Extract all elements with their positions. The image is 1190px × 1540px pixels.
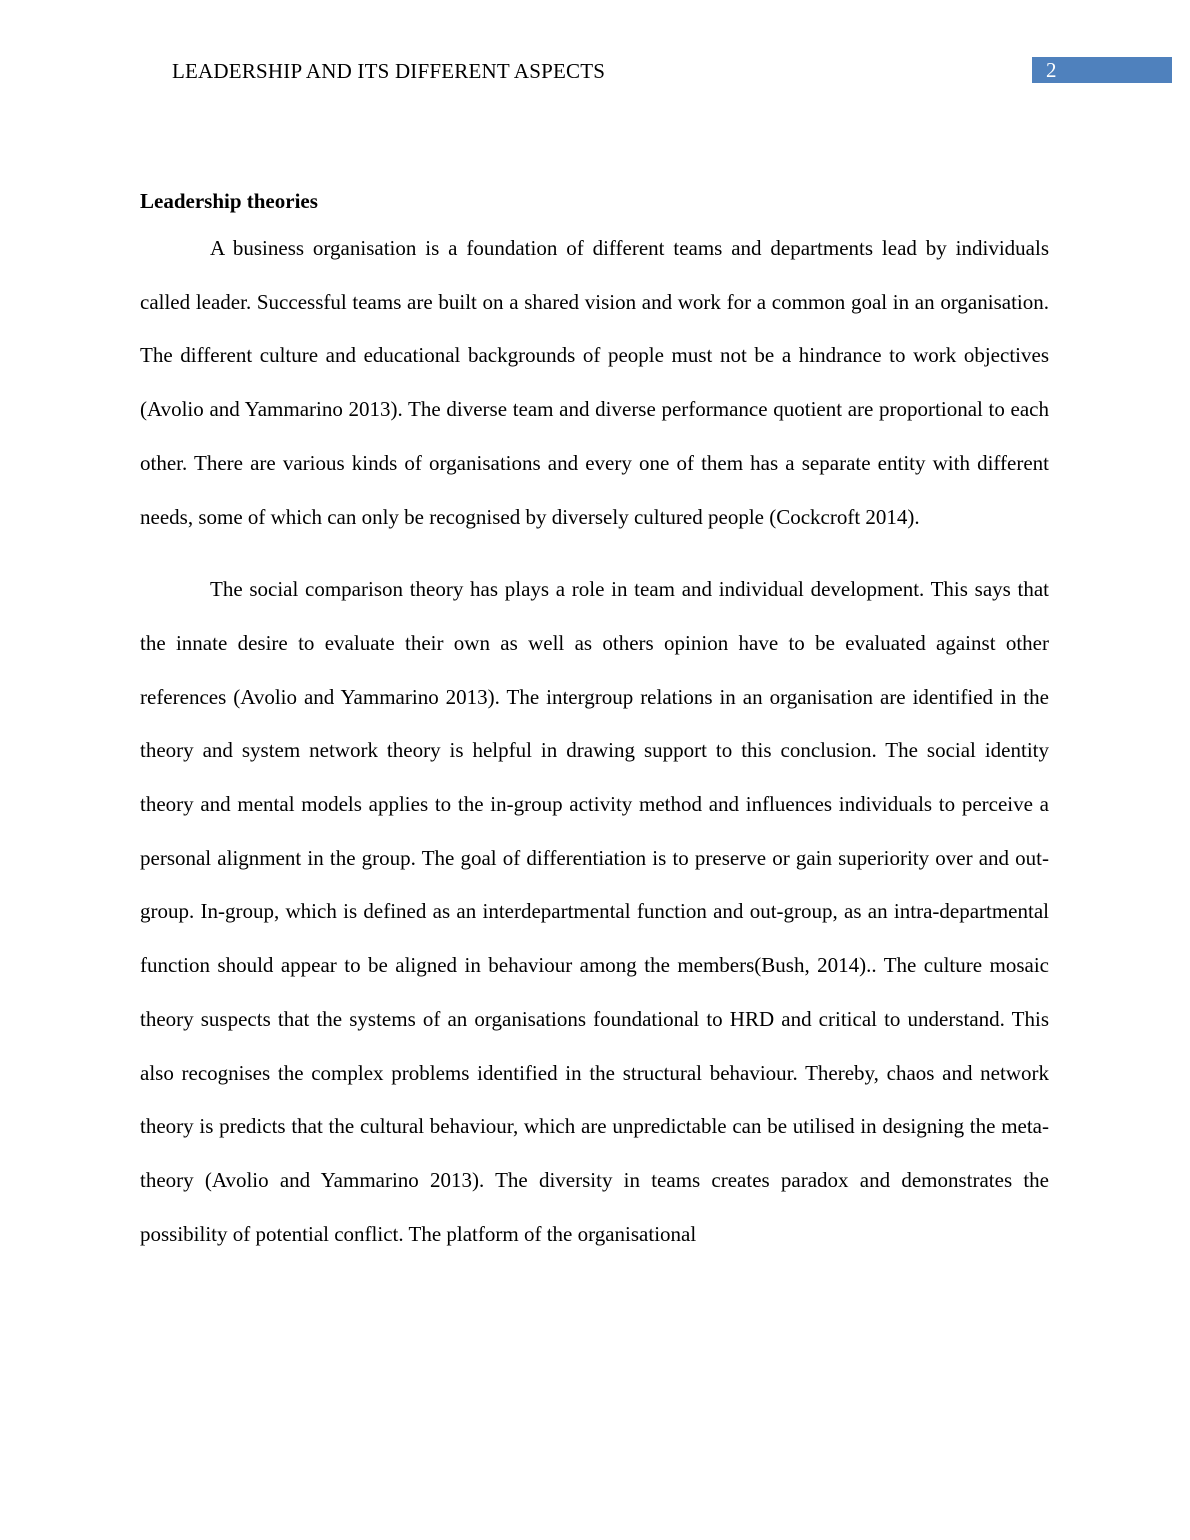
body-paragraph: A business organisation is a foundation of different teams and departments lead by individuals called leader. Successful teams are built on a shared vision and work for a common goal in an organisation. The different culture and educational backgrounds of people must not be a hindrance to work objectives (Avolio and Yammarino 2013). The diverse team and diverse performance quotient are proportional to each other. There are various kinds of organisations and every one of them has a separate entity with different needs, some of which can only be recognised by diversely cultured people (Cockcroft 2014). — [140, 236, 1049, 529]
page-number-badge — [1032, 57, 1172, 83]
page-body — [140, 184, 1049, 1261]
running-head-title: LEADERSHIP AND ITS DIFFERENT ASPECTS — [172, 59, 606, 83]
section-heading: Leadership theories — [140, 189, 318, 213]
page-number: 2 — [1046, 58, 1057, 82]
body-paragraph: The social comparison theory has plays a role in team and individual development. This says that the innate desire to evaluate their own as well as others opinion have to be evaluated against other references (Avolio and Yammarino 2013). The intergroup relations in an organisation are identified in the theory and system network theory is helpful in drawing support to this conclusion. The social identity theory and mental models applies to the in-group activity method and influences individuals to perceive a personal alignment in the group. The goal of differentiation is to preserve or gain superiority over and out-group. In-group, which is defined as an interdepartmental function and out-group, as an intra-departmental function should appear to be aligned in behaviour among the members(Bush, 2014).. The culture mosaic theory suspects that the systems of an organisations foundational to HRD and critical to understand. This also recognises the complex problems identified in the structural behaviour. Thereby, chaos and network theory is predicts that the cultural behaviour, which are unpredictable can be utilised in designing the meta-theory (Avolio and Yammarino 2013). The diversity in teams creates paradox and demonstrates the possibility of potential conflict. The platform of the organisational — [140, 577, 1049, 1246]
